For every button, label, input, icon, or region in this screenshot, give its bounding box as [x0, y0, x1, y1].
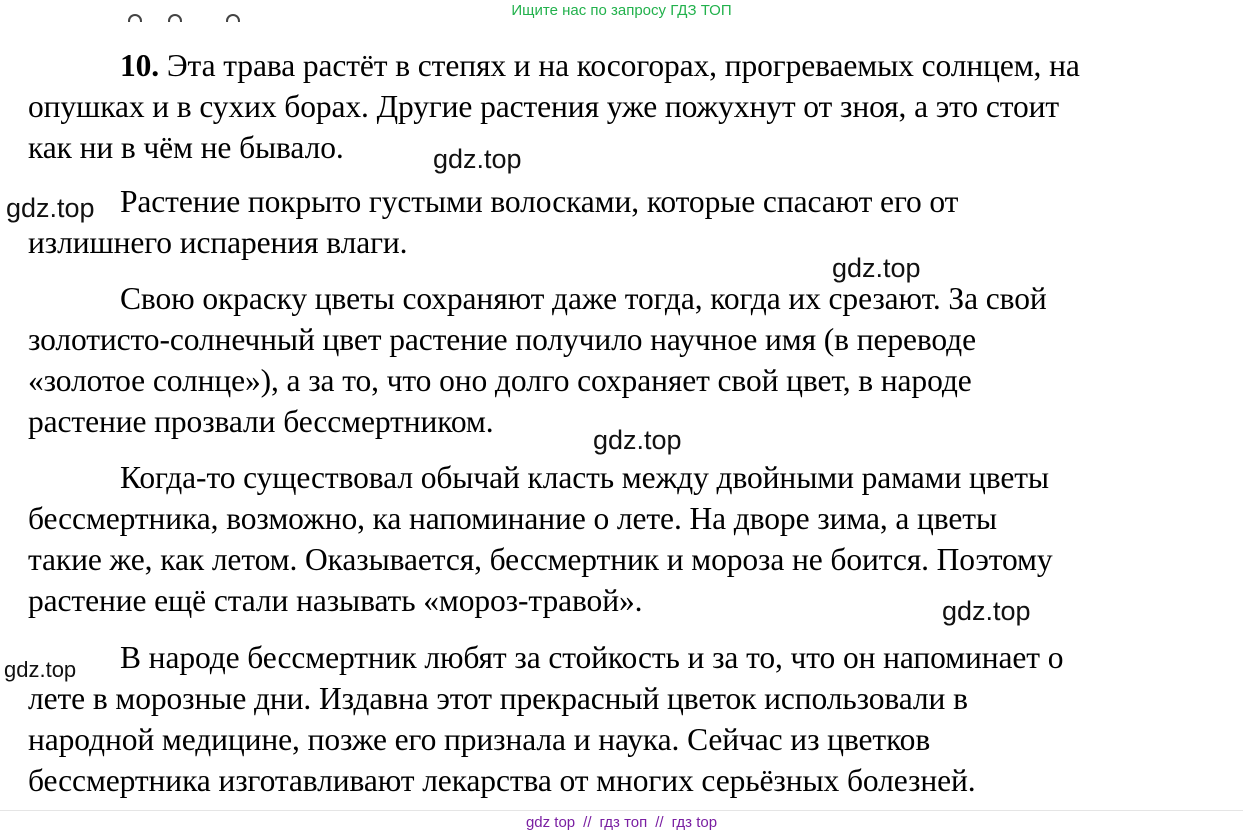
top-banner: Ищите нас по запросу ГДЗ ТОП: [511, 2, 732, 19]
paragraph-5: [28, 637, 1223, 801]
watermark: gdz.top: [6, 193, 95, 223]
paragraph-line: народной медицине, позже его признала и наука. Сейчас из цветков: [28, 722, 931, 757]
paragraph-line: Когда-то существовал обычай класть между двойными рамами цветы: [120, 460, 1049, 495]
footer-link[interactable]: гдз top: [671, 814, 718, 831]
paragraph-line: Растение покрыто густыми волосками, которые спасают его от: [120, 184, 959, 219]
paragraph-line: 10. Эта трава растёт в степях и на косогорах, прогреваемых солнцем, на: [120, 48, 1080, 83]
paragraph-1: [28, 45, 1223, 168]
paragraph-3: [28, 278, 1223, 442]
footer-separator: //: [583, 814, 592, 831]
paragraph-line: растение прозвали бессмертником.: [28, 404, 494, 439]
paragraph-line: такие же, как летом. Оказывается, бессмертник и мороза не боится. Поэтому: [28, 542, 1053, 577]
paragraph-line: золотисто-солнечный цвет растение получило научное имя (в переводе: [28, 322, 976, 357]
watermark: gdz.top: [942, 596, 1031, 626]
cropped-text-fragment: [126, 8, 246, 22]
watermark: gdz.top: [593, 425, 682, 455]
paragraph-line: Свою окраску цветы сохраняют даже тогда, когда их срезают. За свой: [120, 281, 1047, 316]
paragraph-line: лете в морозные дни. Издавна этот прекрасный цветок использовали в: [28, 681, 968, 716]
paragraph-line: излишнего испарения влаги.: [28, 225, 408, 260]
paragraph-line: опушках и в сухих борах. Другие растения уже пожухнут от зноя, а это стоит: [28, 89, 1060, 124]
watermark: gdz.top: [4, 657, 77, 682]
footer-link[interactable]: gdz top: [525, 814, 576, 831]
paragraph-4: [28, 457, 1223, 621]
paragraph-line: «золотое солнце»), а за то, что оно долго сохраняет свой цвет, в народе: [28, 363, 972, 398]
footer-separator: //: [655, 814, 664, 831]
watermark: gdz.top: [832, 253, 921, 283]
paragraph-2: [28, 181, 1223, 263]
footer-link[interactable]: гдз топ: [599, 814, 648, 831]
footer: [0, 810, 1243, 835]
exercise-number: 10.: [120, 48, 160, 83]
paragraph-line: В народе бессмертник любят за стойкость и за то, что он напоминает о: [120, 640, 1064, 675]
paragraph-line: растение ещё стали называть «мороз-травой».: [28, 583, 643, 618]
paragraph-line: бессмертника изготавливают лекарства от многих серьёзных болезней.: [28, 763, 976, 798]
paragraph-line: как ни в чём не бывало.: [28, 130, 344, 165]
watermark: gdz.top: [433, 144, 522, 174]
paragraph-line: бессмертника, возможно, ка напоминание о лете. На дворе зима, а цветы: [28, 501, 998, 536]
